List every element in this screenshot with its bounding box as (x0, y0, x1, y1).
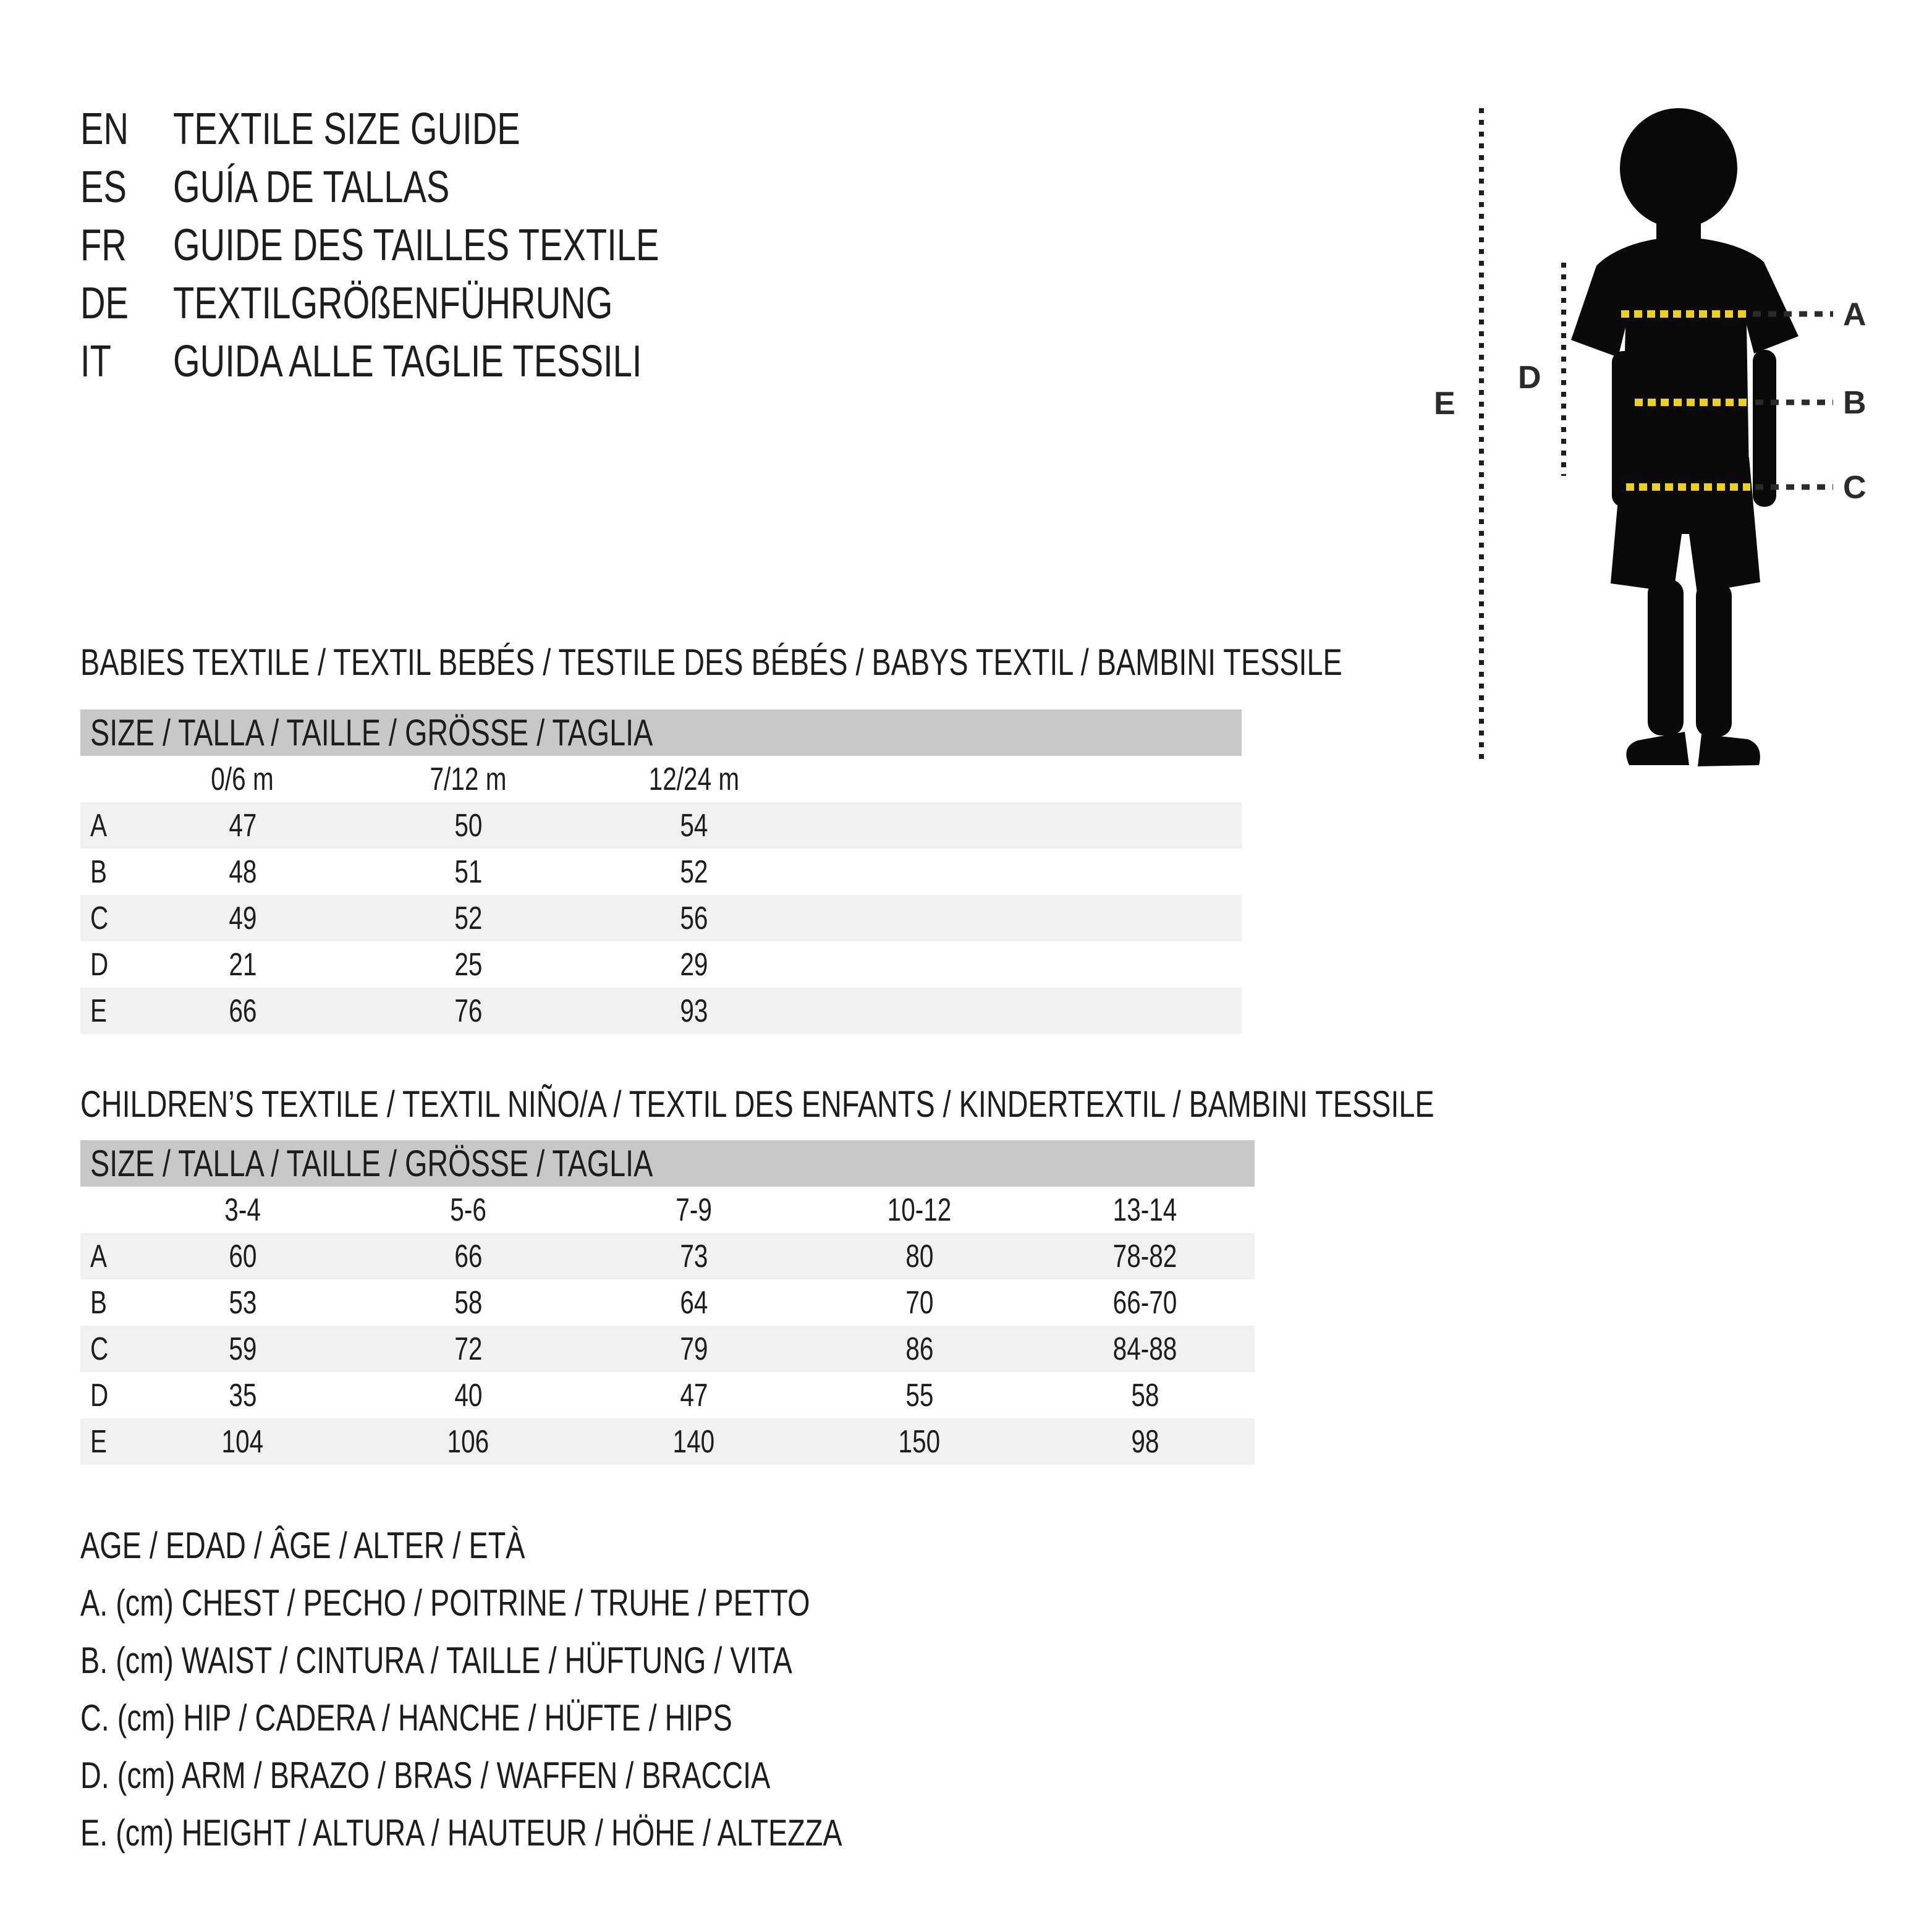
lang-title (173, 104, 618, 155)
column-header-text: 12/24 m (648, 761, 739, 797)
lang-code (80, 162, 173, 213)
size-value: 25 (454, 946, 483, 983)
legend-age-line (80, 1517, 1057, 1574)
size-value: 66 (454, 1238, 483, 1274)
size-value-cell (807, 1284, 1032, 1321)
measure-label-b: B (1843, 385, 1866, 421)
babies-heading-text: BABIES TEXTILE / TEXTIL BEBÉS / TESTILE DES BÉBÉS / BABYS TEXTIL / BAMBINI TESSILE (80, 641, 1342, 683)
row-label-text: E (90, 993, 108, 1029)
table-row-b (80, 1279, 1255, 1326)
lang-code-text: FR (80, 221, 127, 270)
babies-size-table (80, 710, 1242, 1034)
size-value-cell (1032, 1331, 1258, 1368)
size-value: 98 (1130, 1423, 1159, 1460)
row-label (80, 1284, 130, 1321)
size-value: 50 (454, 807, 483, 844)
row-label-text: B (90, 854, 108, 890)
column-header-row (80, 1187, 1255, 1233)
child-measurement-figure (1409, 74, 1932, 816)
lang-row-en (80, 100, 796, 158)
lang-row-it (80, 333, 796, 391)
size-value-cell (581, 807, 807, 844)
row-label (80, 946, 130, 983)
table-row-a (80, 1233, 1255, 1279)
table-row-c (80, 1326, 1255, 1372)
size-value-cell (355, 946, 581, 983)
column-header (355, 761, 581, 798)
row-label (80, 1238, 130, 1275)
size-value-cell (581, 900, 807, 937)
lang-title-text: TEXTILE SIZE GUIDE (173, 104, 520, 154)
lang-code-text: IT (80, 337, 111, 386)
size-value: 66 (228, 993, 257, 1029)
size-value: 52 (454, 900, 483, 936)
size-value-cell (130, 946, 355, 983)
row-label-text: C (90, 900, 109, 936)
row-label (80, 854, 130, 891)
legend-text: AGE / EDAD / ÂGE / ALTER / ETÀ (80, 1525, 525, 1566)
size-value: 35 (228, 1377, 257, 1413)
column-header (581, 761, 807, 798)
column-header (1032, 1192, 1258, 1229)
lang-row-fr (80, 216, 796, 274)
table-row-e (80, 1418, 1255, 1465)
size-value: 76 (454, 993, 483, 1029)
size-value-cell (807, 1423, 1032, 1460)
size-value: 64 (679, 1284, 708, 1321)
size-value: 40 (454, 1377, 483, 1413)
lang-title (173, 278, 737, 329)
size-value-cell (807, 1377, 1032, 1414)
size-value-cell (130, 1284, 355, 1321)
column-header-text: 0/6 m (211, 761, 274, 797)
legend-text: E. (cm) HEIGHT / ALTURA / HAUTEUR / HÖHE / ALTEZZA (80, 1812, 842, 1854)
size-value-cell (581, 854, 807, 891)
size-value: 29 (679, 946, 708, 983)
legend-text: B. (cm) WAIST / CINTURA / TAILLE / HÜFTUNG / VITA (80, 1640, 792, 1681)
column-header (807, 1192, 1032, 1229)
column-header-text: 7-9 (676, 1192, 712, 1228)
measure-label-c: C (1843, 470, 1866, 506)
size-value: 58 (1130, 1377, 1159, 1413)
lang-code-text: ES (80, 163, 127, 212)
row-label (80, 1423, 130, 1460)
size-value-cell (581, 1377, 807, 1414)
table-row-d (80, 941, 1242, 988)
size-value: 54 (679, 807, 708, 844)
lang-code (80, 104, 173, 155)
size-value: 59 (228, 1331, 257, 1367)
size-value-cell (581, 993, 807, 1030)
row-label-text: B (90, 1284, 108, 1321)
row-label-text: A (90, 807, 108, 844)
column-header-text: 3-4 (224, 1192, 261, 1228)
size-value: 150 (898, 1423, 941, 1460)
size-value-cell (355, 1284, 581, 1321)
size-value: 106 (447, 1423, 489, 1460)
row-label-text: E (90, 1423, 108, 1460)
size-value: 49 (228, 900, 257, 936)
size-value-cell (1032, 1238, 1258, 1275)
size-value: 55 (905, 1377, 934, 1413)
size-value-cell (581, 1423, 807, 1460)
lang-row-de (80, 274, 796, 333)
children-section-heading (80, 1082, 1816, 1125)
size-value-cell (1032, 1377, 1258, 1414)
table-row-a (80, 802, 1242, 849)
lang-title (173, 162, 528, 213)
table-row-d (80, 1372, 1255, 1418)
legend-chest-line (80, 1574, 1057, 1632)
lang-code (80, 336, 173, 387)
size-value-cell (355, 1238, 581, 1275)
row-label-text: D (90, 946, 109, 983)
size-value: 78-82 (1112, 1238, 1177, 1274)
size-value: 21 (228, 946, 257, 983)
size-value-cell (581, 946, 807, 983)
size-value-cell (130, 854, 355, 891)
legend-waist-line (80, 1632, 1057, 1689)
legend-hip-line (80, 1689, 1057, 1747)
size-value-cell (130, 1377, 355, 1414)
legend-text: D. (cm) ARM / BRAZO / BRAS / WAFFEN / BRACCIA (80, 1755, 771, 1796)
size-value-cell (130, 1331, 355, 1368)
size-value-cell (355, 900, 581, 937)
row-label (80, 807, 130, 844)
row-label-text: A (90, 1238, 108, 1274)
size-value: 140 (672, 1423, 715, 1460)
column-header (355, 1192, 581, 1229)
row-label-text: D (90, 1377, 109, 1413)
measure-label-d: D (1518, 360, 1541, 396)
legend-arm-line (80, 1747, 1057, 1804)
lang-title-text: GUÍA DE TALLAS (173, 163, 450, 212)
size-value: 66-70 (1112, 1284, 1177, 1321)
lang-title-text: TEXTILGRÖßENFÜHRUNG (173, 279, 613, 328)
children-heading-text: CHILDREN’S TEXTILE / TEXTIL NIÑO/A / TEXTIL DES ENFANTS / KINDERTEXTIL / BAMBINI TESSILE (80, 1083, 1434, 1125)
size-header-bar (80, 1140, 1255, 1187)
legend-height-line (80, 1804, 1057, 1862)
column-header (130, 1192, 355, 1229)
language-header-block (80, 100, 796, 391)
row-label (80, 900, 130, 937)
column-header-text: 5-6 (450, 1192, 486, 1228)
table-row-b (80, 849, 1242, 895)
legend-text: C. (cm) HIP / CADERA / HANCHE / HÜFTE / HIPS (80, 1697, 732, 1739)
size-header-label: SIZE / TALLA / TAILLE / GRÖSSE / TAGLIA (90, 1143, 653, 1184)
size-value: 73 (679, 1238, 708, 1274)
babies-section-heading (80, 640, 1698, 684)
column-header-text: 7/12 m (430, 761, 507, 797)
size-header-label: SIZE / TALLA / TAILLE / GRÖSSE / TAGLIA (90, 712, 653, 753)
lang-code-text: DE (80, 279, 129, 328)
lang-code (80, 220, 173, 271)
size-value: 56 (679, 900, 708, 936)
size-value: 72 (454, 1331, 483, 1367)
size-value: 47 (679, 1377, 708, 1413)
size-value-cell (355, 1423, 581, 1460)
table-row-c (80, 895, 1242, 941)
lang-row-es (80, 158, 796, 216)
size-value: 104 (221, 1423, 264, 1460)
size-value: 70 (905, 1284, 934, 1321)
lang-code-text: EN (80, 104, 129, 154)
size-value: 86 (905, 1331, 934, 1367)
size-value-cell (130, 900, 355, 937)
column-header-text: 10-12 (887, 1192, 952, 1228)
size-value: 48 (228, 854, 257, 890)
row-label (80, 993, 130, 1030)
size-value-cell (355, 854, 581, 891)
size-value: 80 (905, 1238, 934, 1274)
column-header (581, 1192, 807, 1229)
size-value-cell (581, 1331, 807, 1368)
size-value-cell (807, 1238, 1032, 1275)
table-row-e (80, 988, 1242, 1034)
size-value-cell (1032, 1284, 1258, 1321)
size-value-cell (355, 1331, 581, 1368)
size-value-cell (130, 993, 355, 1030)
size-header-bar (80, 710, 1242, 756)
size-value-cell (581, 1284, 807, 1321)
size-value-cell (581, 1238, 807, 1275)
column-header-row (80, 756, 1242, 802)
size-value: 53 (228, 1284, 257, 1321)
lang-code (80, 278, 173, 329)
row-label-text: C (90, 1331, 109, 1367)
size-value: 79 (679, 1331, 708, 1367)
lang-title (173, 220, 796, 271)
size-value: 93 (679, 993, 708, 1029)
measure-label-e: E (1434, 386, 1455, 422)
size-value: 58 (454, 1284, 483, 1321)
row-label (80, 1331, 130, 1368)
size-value-cell (130, 807, 355, 844)
size-value-cell (1032, 1423, 1258, 1460)
size-value: 60 (228, 1238, 257, 1274)
measure-label-a: A (1843, 297, 1866, 333)
size-value-cell (355, 993, 581, 1030)
children-size-table (80, 1140, 1255, 1465)
size-value-cell (355, 807, 581, 844)
size-value: 47 (228, 807, 257, 844)
column-header-text: 13-14 (1112, 1192, 1177, 1228)
size-value: 84-88 (1112, 1331, 1177, 1367)
lang-title-text: GUIDE DES TAILLES TEXTILE (173, 221, 659, 270)
measurement-legend (80, 1517, 1057, 1862)
size-value: 52 (679, 854, 708, 890)
size-value: 51 (454, 854, 483, 890)
column-header (130, 761, 355, 798)
size-value-cell (130, 1238, 355, 1275)
row-label (80, 1377, 130, 1414)
size-value-cell (807, 1331, 1032, 1368)
size-value-cell (355, 1377, 581, 1414)
lang-title (173, 336, 774, 387)
legend-text: A. (cm) CHEST / PECHO / POITRINE / TRUHE / PETTO (80, 1582, 810, 1624)
size-value-cell (130, 1423, 355, 1460)
lang-title-text: GUIDA ALLE TAGLIE TESSILI (173, 337, 642, 386)
